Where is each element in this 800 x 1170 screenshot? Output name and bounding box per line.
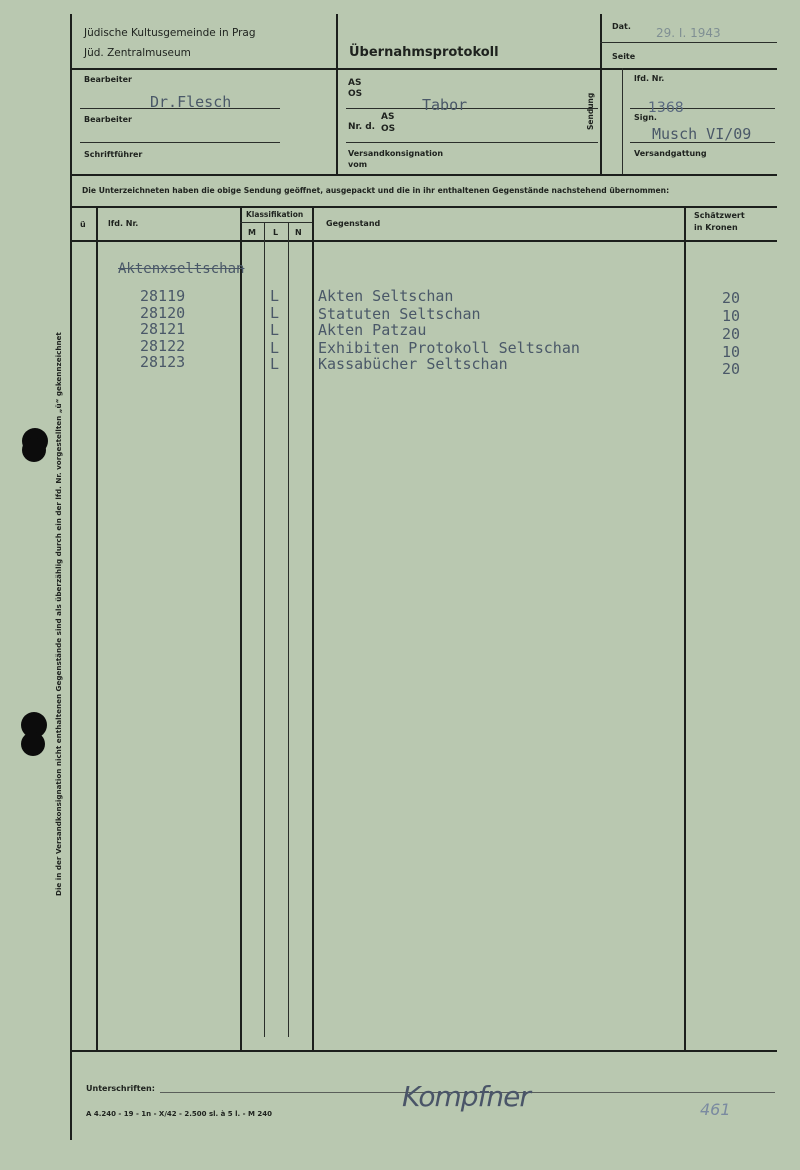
print-code: A 4.240 - 19 - 1n - X/42 - 2.500 sl. à 5 l. - M 240 <box>86 1110 272 1118</box>
lfd-label: lfd. Nr. <box>634 74 665 83</box>
schriftfuehrer-label: Schriftführer <box>84 150 143 159</box>
row-klass: L <box>270 287 280 305</box>
row-nr: 28119 <box>140 287 186 305</box>
row-item: Kassabücher Seltschan <box>318 355 508 373</box>
header-vline-2 <box>600 14 602 174</box>
header-vline-3 <box>622 68 623 174</box>
origin-value: Tabor <box>422 96 468 114</box>
info-divider <box>70 174 777 176</box>
crossed-heading: Aktenxseltschan <box>118 261 245 277</box>
bearbeiter2-line <box>80 142 280 143</box>
columns-top <box>70 206 777 208</box>
header-vline-1 <box>336 14 338 174</box>
sendung-label: Sendung <box>586 92 595 130</box>
row-nr: 28121 <box>140 320 186 338</box>
org-line2: Jüd. Zentralmuseum <box>84 47 191 59</box>
row-item: Statuten Seltschan <box>318 305 481 323</box>
bearbeiter-label: Bearbeiter <box>84 75 132 84</box>
dat-value: 29. I. 1943 <box>656 26 721 40</box>
dat-label: Dat. <box>612 22 631 31</box>
col-l-header: L <box>273 228 279 237</box>
table-bottom <box>70 1050 777 1052</box>
as2-label: AS <box>381 112 395 122</box>
lfd-value: 1368 <box>648 100 684 116</box>
col-u-header: ü <box>80 220 86 229</box>
col-lfd-header: lfd. Nr. <box>108 219 139 228</box>
side-note: Die in der Versandkonsignation nicht enthaltenen Gegenstände sind als überzählig durch ein der lfd. Nr. vorgestellten „ü“ gekennzeichnet <box>54 332 63 896</box>
row-item: Exhibiten Protokoll Seltschan <box>318 339 580 357</box>
left-border <box>70 14 72 1140</box>
col-gegenstand-header: Gegenstand <box>326 219 381 228</box>
row-value: 20 <box>722 325 741 343</box>
versandgattung-label: Versandgattung <box>634 149 707 158</box>
sign-label: Sign. <box>634 113 657 122</box>
col-u-line <box>96 206 98 1050</box>
row-nr: 28123 <box>140 353 186 371</box>
row-nr: 28122 <box>140 337 186 355</box>
row-value: 20 <box>722 360 741 378</box>
col-klass-line <box>312 206 314 1050</box>
signature: Kompfner <box>402 1080 530 1113</box>
nrd-line <box>346 142 598 143</box>
org-line1: Jüdische Kultusgemeinde in Prag <box>84 27 256 39</box>
bearbeiter2-label: Bearbeiter <box>84 115 132 124</box>
page-number: 461 <box>700 1100 731 1119</box>
row-value: 10 <box>722 343 741 361</box>
col-schaetz-header-1: Schätzwert <box>694 211 745 220</box>
col-klass-header: Klassifikation <box>246 210 304 219</box>
bearbeiter-value: Dr.Flesch <box>150 93 232 111</box>
row-klass: L <box>270 321 280 339</box>
row-nr: 28120 <box>140 304 186 322</box>
statement-text: Die Unterzeichneten haben die obige Sendung geöffnet, ausgepackt und die in ihr enthaltenen Gegenstände nachstehend übernommen: <box>82 186 670 195</box>
unterschriften-label: Unterschriften: <box>86 1084 155 1093</box>
row-klass: L <box>270 339 280 357</box>
seite-label: Seite <box>612 52 636 61</box>
header-divider <box>70 68 777 70</box>
columns-bottom <box>70 240 777 242</box>
os2-label: OS <box>381 124 396 134</box>
origin-line <box>346 108 598 109</box>
versand-label: Versandkonsignation <box>348 149 444 158</box>
os-label: OS <box>348 89 363 99</box>
row-item: Akten Seltschan <box>318 287 454 305</box>
as-label: AS <box>348 78 362 88</box>
col-lfd-line <box>240 206 242 1050</box>
form-title: Übernahmsprotokoll <box>349 45 499 60</box>
row-item: Akten Patzau <box>318 321 427 339</box>
col-m-header: M <box>248 228 256 237</box>
vom-label: vom <box>348 160 368 169</box>
col-n-header: N <box>295 228 302 237</box>
punch-hole-top-lower <box>22 438 46 462</box>
row-klass: L <box>270 355 280 373</box>
col-m-line <box>264 222 265 1037</box>
row-value: 10 <box>722 307 741 325</box>
col-l-line <box>288 222 289 1037</box>
sign-value: Musch VI/09 <box>652 125 752 143</box>
col-gegenstand-line <box>684 206 686 1050</box>
klass-subline <box>240 222 312 223</box>
seite-line <box>600 42 777 43</box>
row-klass: L <box>270 304 280 322</box>
col-schaetz-header-2: in Kronen <box>694 223 738 232</box>
nrd-label: Nr. d. <box>348 122 376 132</box>
row-value: 20 <box>722 289 741 307</box>
punch-hole-bottom-lower <box>21 732 45 756</box>
